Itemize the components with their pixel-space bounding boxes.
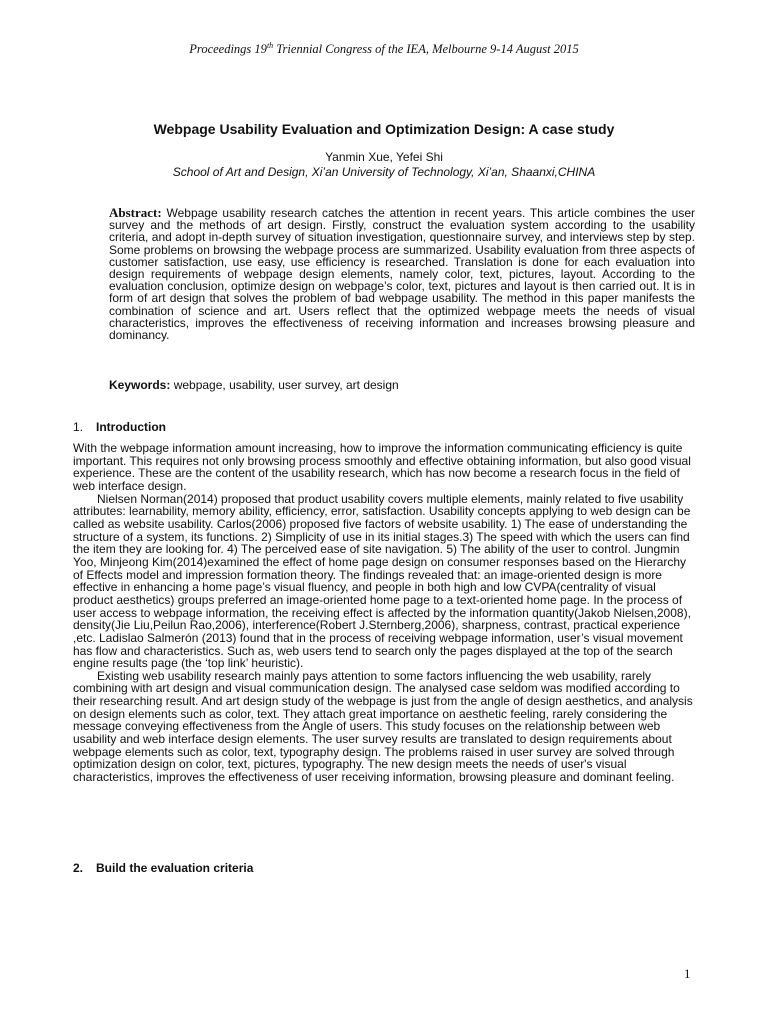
paper-authors: Yanmin Xue, Yefei Shi [325, 150, 443, 164]
body-paragraph: Existing web usability research mainly pays attention to some factors influencing the web usability, rarely combining with art design and visual communication design. The analysed case seldom was modified according to their researching result. And art design study of the webpage is just from the angle of design aesthetics, and analysis on design elements such as color, text. They attach great importance on aesthetic feeling, rarely considering the message conveying effectiveness from the Angle of users. This study focuses on the relationship between web usability and web interface design elements. The user survey results are translated to design requirements about webpage elements such as color, text, typography design. The problems raised in user survey are solved through optimization design on color, text, pictures, typography. The new design meets the needs of user's visual characteristics, improves the effectiveness of user receiving information, browsing pleasure and dominant feeling. [73, 668, 693, 785]
body-paragraph: Nielsen Norman(2014) proposed that product usability covers multiple elements, mainly related to five usability attributes: learnability, memory ability, efficiency, error, satisfaction. Usability concepts applying to web design can be called as website usability. Carlos(2006) proposed five factors of website usability. 1) The ease of understanding the structure of a system, its functions. 2) Simplicity of use in its initial stages.3) The speed with which the users can find the item they are looking for. 4) The perceived ease of site navigation. 5) The ability of the user to control. Jungmin Yoo, Minjeong Kim(2014)examined the effect of home page design on consumer responses based on the Hierarchy of Effects model and impression formation theory. The findings revealed that: an image-oriented design is more effective in enhancing a home page’s visual fluency, and people in both high and low CVPA(centrality of visual product aesthetics) groups preferred an image-oriented home page to a text-oriented home page. In the process of user access to webpage information, the receiving effect is affected by the information quantity(Jakob Nielsen,2008), density(Jie Liu,Peilun Rao,2006), interference(Robert J.Sternberg,2006), sharpness, contrast, practical experience ,etc. Ladislao Salmerón (2013) found that in the process of receiving webpage information, user’s visual movement has flow and characteristics. Such as, web users tend to search only the pages displayed at the top of the search engine results page (the ‘top link’ heuristic). [73, 491, 691, 671]
running-header-text: Proceedings 19 [189, 42, 267, 56]
abstract-text: Webpage usability research catches the attention in recent years. This article combines the user survey and the methods of art design. Firstly, construct the evaluation system according to the usability criteria, and adopt in-depth survey of situation investigation, questionnaire survey, and interviews step by step. Some problems on browsing the webpage process are summarized. Usability evaluation from three aspects of customer satisfaction, use easy, use efficiency is researched. Translation is done for each evaluation into design requirements of webpage design elements, namely color, text, pictures, layout. According to the evaluation conclusion, optimize design on webpage’s color, text, pictures and layout is then carried out. It is in form of art design that solves the problem of bad webpage usability. The method in this paper manifests the combination of science and art. Users reflect that the optimized webpage meets the needs of visual characteristics, improves the effectiveness of receiving information and increases browsing pleasure and dominancy. [109, 206, 695, 343]
paper-title: Webpage Usability Evaluation and Optimization Design: A case study [153, 121, 615, 137]
section-heading-introduction [73, 420, 166, 434]
page-number: 1 [684, 966, 691, 981]
abstract [109, 207, 695, 341]
section-number: 2. [73, 861, 84, 875]
keywords-label: Keywords: [109, 378, 171, 392]
section-title: Introduction [96, 420, 166, 434]
abstract-label: Abstract: [109, 205, 162, 220]
keywords [109, 378, 695, 392]
keywords-text: webpage, usability, user survey, art design [170, 378, 399, 392]
running-header-superscript: th [266, 40, 274, 50]
section-number: 1. [73, 420, 84, 434]
section-title: Build the evaluation criteria [96, 861, 254, 875]
paper-affiliation: School of Art and Design, Xi’an University of Technology, Xi’an, Shaanxi,CHINA [172, 165, 596, 179]
introduction-body [73, 442, 695, 784]
section-heading-evaluation-criteria [73, 861, 253, 875]
running-header [0, 42, 768, 57]
running-header-text-rest: Triennial Congress of the IEA, Melbourne 9-14 August 2015 [273, 42, 579, 56]
body-paragraph: With the webpage information amount increasing, how to improve the information communicating efficiency is quite important. This requires not only browsing process smoothly and effective obtaining information, but also good visual experience. These are the content of the usability research, which has now become a research focus in the field of web interface design. [73, 441, 691, 493]
